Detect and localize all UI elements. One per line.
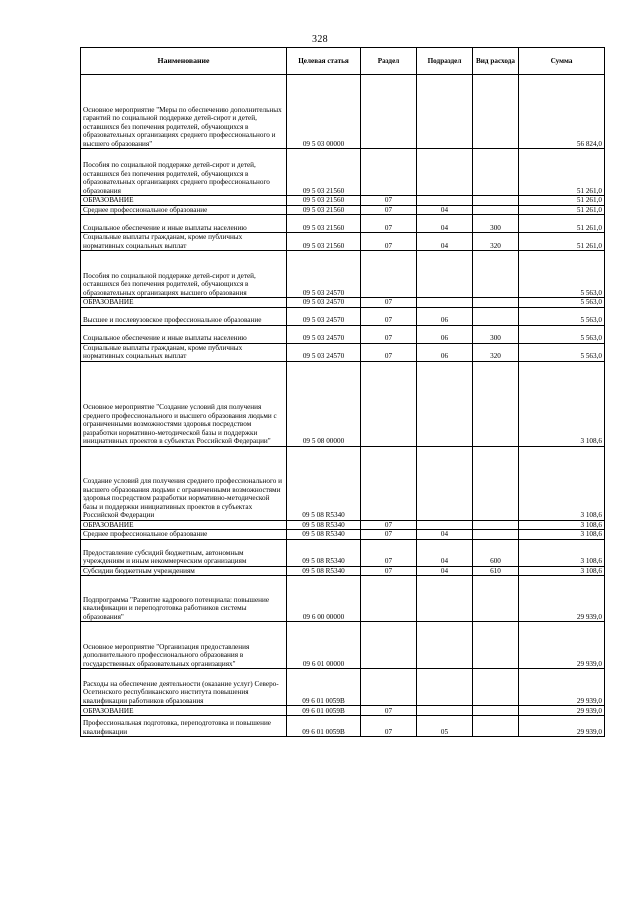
- cell-type: [473, 361, 519, 446]
- table-row: [81, 669, 605, 706]
- table-row: [81, 307, 605, 325]
- table-row: [81, 343, 605, 361]
- cell-sum: 29 939,0: [519, 706, 605, 716]
- cell-name: Основное мероприятие "Создание условий для получения среднего профессионального и высшего образования людьми с ограниченными возможностями здоровья посредством разработки нормативно-методической базы и поддержки инициативных проектов в субъектах Российской Федерации": [81, 361, 287, 446]
- cell-section: 07: [361, 307, 417, 325]
- cell-name: Субсидии бюджетным учреждениям: [81, 566, 287, 576]
- cell-section: [361, 361, 417, 446]
- cell-code: 09 5 08 00000: [287, 361, 361, 446]
- cell-section: 07: [361, 520, 417, 530]
- cell-type: 320: [473, 233, 519, 251]
- cell-code: 09 5 03 24570: [287, 343, 361, 361]
- cell-section: 07: [361, 215, 417, 233]
- table-row: [81, 75, 605, 149]
- cell-subsection: [417, 520, 473, 530]
- cell-code: 09 5 08 R5340: [287, 539, 361, 566]
- cell-sum: 51 261,0: [519, 233, 605, 251]
- cell-name: ОБРАЗОВАНИЕ: [81, 520, 287, 530]
- cell-subsection: [417, 75, 473, 149]
- cell-sum: 3 108,6: [519, 361, 605, 446]
- page-number: 328: [312, 34, 328, 45]
- cell-sum: 5 563,0: [519, 307, 605, 325]
- cell-type: [473, 716, 519, 737]
- cell-code: 09 5 03 21560: [287, 205, 361, 215]
- table-row: [81, 446, 605, 520]
- table-row: [81, 716, 605, 737]
- cell-sum: 5 563,0: [519, 251, 605, 298]
- budget-table: [80, 47, 605, 737]
- cell-name: Создание условий для получения среднего профессионального и высшего образования людьми с ограниченными возможностями здоровья посредством разработки нормативно-методической базы и поддержки инициативных проектов в субъектах Российской Федерации: [81, 446, 287, 520]
- cell-code: 09 5 03 21560: [287, 233, 361, 251]
- cell-type: [473, 520, 519, 530]
- cell-section: [361, 446, 417, 520]
- cell-code: 09 6 00 00000: [287, 576, 361, 622]
- cell-type: [473, 205, 519, 215]
- cell-name: Социальные выплаты гражданам, кроме публичных нормативных социальных выплат: [81, 233, 287, 251]
- table-row: [81, 325, 605, 343]
- cell-name: Пособия по социальной поддержке детей-сирот и детей, оставшихся без попечения родителей, обучающихся в образовательных организациях среднего профессионального образования: [81, 149, 287, 196]
- cell-code: 09 6 01 0059В: [287, 716, 361, 737]
- cell-sum: 3 108,6: [519, 520, 605, 530]
- table-row: [81, 566, 605, 576]
- cell-subsection: [417, 576, 473, 622]
- cell-type: [473, 706, 519, 716]
- table-row: [81, 361, 605, 446]
- cell-name: ОБРАЗОВАНИЕ: [81, 196, 287, 206]
- cell-name: Основное мероприятие "Меры по обеспечению дополнительных гарантий по социальной поддержке детей-сирот и детей, оставшихся без попечения родителей, обучающихся в образовательных организациях среднего профессионального и высшего образования": [81, 75, 287, 149]
- header-type: Вид расхода: [473, 48, 519, 75]
- cell-type: 600: [473, 539, 519, 566]
- cell-name: Предоставление субсидий бюджетным, автономным учреждениям и иным некоммерческим организациям: [81, 539, 287, 566]
- table-row: [81, 520, 605, 530]
- cell-code: 09 5 03 24570: [287, 325, 361, 343]
- cell-subsection: [417, 446, 473, 520]
- cell-section: 07: [361, 539, 417, 566]
- cell-subsection: [417, 298, 473, 308]
- cell-name: Подпрограмма "Развитие кадрового потенциала: повышение квалификации и переподготовка работников системы образования": [81, 576, 287, 622]
- cell-code: 09 5 08 R5340: [287, 520, 361, 530]
- cell-section: [361, 149, 417, 196]
- cell-name: Среднее профессиональное образование: [81, 530, 287, 540]
- cell-type: [473, 446, 519, 520]
- cell-section: 07: [361, 196, 417, 206]
- cell-code: 09 5 03 21560: [287, 215, 361, 233]
- table-row: [81, 215, 605, 233]
- table-row: [81, 530, 605, 540]
- cell-subsection: [417, 622, 473, 669]
- cell-sum: 51 261,0: [519, 215, 605, 233]
- cell-code: 09 5 08 R5340: [287, 530, 361, 540]
- table-row: [81, 196, 605, 206]
- cell-type: 610: [473, 566, 519, 576]
- cell-code: 09 6 01 0059В: [287, 669, 361, 706]
- cell-name: ОБРАЗОВАНИЕ: [81, 298, 287, 308]
- cell-section: [361, 251, 417, 298]
- cell-type: [473, 576, 519, 622]
- table-row: [81, 233, 605, 251]
- cell-type: [473, 530, 519, 540]
- cell-code: 09 5 08 R5340: [287, 446, 361, 520]
- cell-section: [361, 576, 417, 622]
- cell-name: Социальные выплаты гражданам, кроме публичных нормативных социальных выплат: [81, 343, 287, 361]
- table-header-row: [81, 48, 605, 75]
- cell-sum: 51 261,0: [519, 149, 605, 196]
- cell-type: [473, 622, 519, 669]
- cell-section: 07: [361, 343, 417, 361]
- cell-code: 09 5 03 24570: [287, 251, 361, 298]
- table-row: [81, 298, 605, 308]
- cell-sum: 29 939,0: [519, 716, 605, 737]
- cell-name: ОБРАЗОВАНИЕ: [81, 706, 287, 716]
- cell-type: [473, 75, 519, 149]
- cell-code: 09 5 08 R5340: [287, 566, 361, 576]
- cell-sum: 5 563,0: [519, 325, 605, 343]
- header-section: Раздел: [361, 48, 417, 75]
- header-subsection: Подраздел: [417, 48, 473, 75]
- cell-name: Среднее профессиональное образование: [81, 205, 287, 215]
- cell-section: 07: [361, 233, 417, 251]
- cell-code: 09 5 03 21560: [287, 196, 361, 206]
- cell-sum: 5 563,0: [519, 298, 605, 308]
- cell-type: 300: [473, 215, 519, 233]
- cell-section: 07: [361, 566, 417, 576]
- cell-subsection: [417, 196, 473, 206]
- cell-subsection: 04: [417, 539, 473, 566]
- cell-sum: 5 563,0: [519, 343, 605, 361]
- cell-sum: 3 108,6: [519, 539, 605, 566]
- cell-code: 09 5 03 24570: [287, 298, 361, 308]
- cell-type: [473, 298, 519, 308]
- cell-type: [473, 149, 519, 196]
- table-row: [81, 205, 605, 215]
- cell-code: 09 6 01 00000: [287, 622, 361, 669]
- cell-name: Основное мероприятие "Организация предоставления дополнительного профессионального образования в государственных образовательных организациях": [81, 622, 287, 669]
- cell-subsection: [417, 669, 473, 706]
- cell-section: 07: [361, 706, 417, 716]
- cell-sum: 56 824,0: [519, 75, 605, 149]
- table-row: [81, 576, 605, 622]
- cell-code: 09 5 03 24570: [287, 307, 361, 325]
- cell-subsection: [417, 251, 473, 298]
- cell-type: [473, 251, 519, 298]
- cell-name: Расходы на обеспечение деятельности (оказание услуг) Северо-Осетинского республиканского института повышения квалификации работников образования: [81, 669, 287, 706]
- table-body: [81, 75, 605, 737]
- table-row: [81, 706, 605, 716]
- cell-type: [473, 307, 519, 325]
- cell-section: 07: [361, 205, 417, 215]
- cell-subsection: 04: [417, 530, 473, 540]
- cell-subsection: [417, 706, 473, 716]
- cell-sum: 3 108,6: [519, 446, 605, 520]
- cell-sum: 29 939,0: [519, 576, 605, 622]
- cell-subsection: 06: [417, 325, 473, 343]
- cell-type: 320: [473, 343, 519, 361]
- cell-type: [473, 196, 519, 206]
- cell-sum: 3 108,6: [519, 530, 605, 540]
- cell-name: Социальное обеспечение и иные выплаты населению: [81, 215, 287, 233]
- table-row: [81, 251, 605, 298]
- cell-sum: 51 261,0: [519, 205, 605, 215]
- cell-subsection: 06: [417, 307, 473, 325]
- cell-section: 07: [361, 325, 417, 343]
- cell-subsection: 04: [417, 215, 473, 233]
- cell-type: 300: [473, 325, 519, 343]
- table-row: [81, 622, 605, 669]
- header-code: Целевая статья: [287, 48, 361, 75]
- cell-subsection: 04: [417, 566, 473, 576]
- cell-subsection: 06: [417, 343, 473, 361]
- cell-code: 09 5 03 21560: [287, 149, 361, 196]
- cell-section: 07: [361, 716, 417, 737]
- cell-name: Профессиональная подготовка, переподготовка и повышение квалификации: [81, 716, 287, 737]
- cell-name: Пособия по социальной поддержке детей-сирот и детей, оставшихся без попечения родителей, обучающихся в образовательных организациях высшего образования: [81, 251, 287, 298]
- cell-code: 09 5 03 00000: [287, 75, 361, 149]
- cell-subsection: [417, 149, 473, 196]
- cell-subsection: 05: [417, 716, 473, 737]
- cell-section: 07: [361, 298, 417, 308]
- cell-section: [361, 622, 417, 669]
- cell-sum: 29 939,0: [519, 622, 605, 669]
- header-sum: Сумма: [519, 48, 605, 75]
- cell-section: [361, 669, 417, 706]
- cell-name: Высшее и послевузовское профессиональное образование: [81, 307, 287, 325]
- table-row: [81, 149, 605, 196]
- table-row: [81, 539, 605, 566]
- cell-section: 07: [361, 530, 417, 540]
- cell-subsection: 04: [417, 205, 473, 215]
- cell-section: [361, 75, 417, 149]
- cell-sum: 3 108,6: [519, 566, 605, 576]
- cell-name: Социальное обеспечение и иные выплаты населению: [81, 325, 287, 343]
- cell-subsection: [417, 361, 473, 446]
- cell-code: 09 6 01 0059В: [287, 706, 361, 716]
- cell-subsection: 04: [417, 233, 473, 251]
- cell-sum: 29 939,0: [519, 669, 605, 706]
- cell-sum: 51 261,0: [519, 196, 605, 206]
- header-name: Наименование: [81, 48, 287, 75]
- cell-type: [473, 669, 519, 706]
